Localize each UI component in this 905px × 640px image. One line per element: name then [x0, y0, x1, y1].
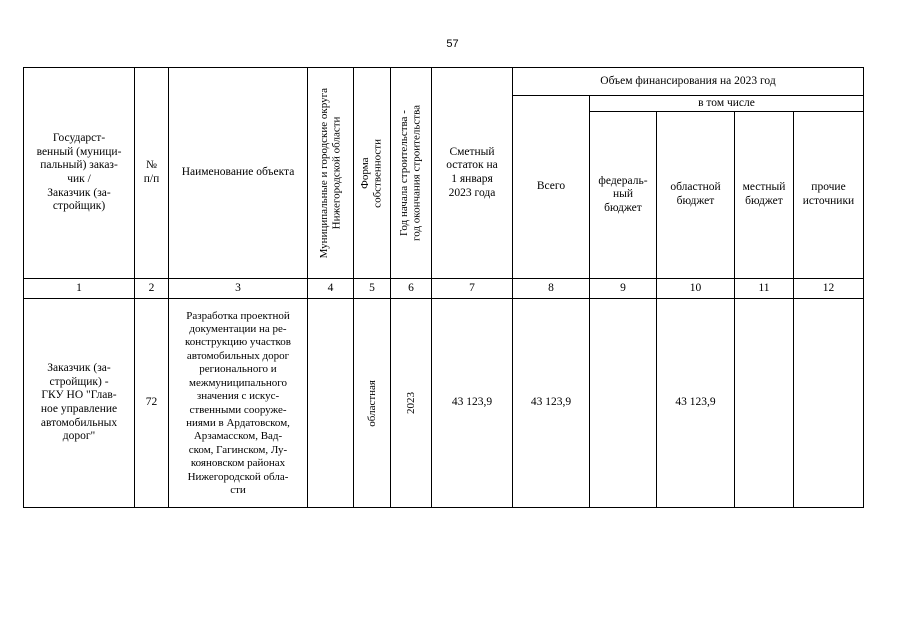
header-federal — [590, 112, 657, 279]
header-number — [135, 68, 169, 279]
row-federal — [590, 299, 657, 508]
table-row — [24, 299, 864, 508]
header-regional-label: областной бюджет — [670, 181, 721, 207]
row-ownership — [354, 299, 391, 508]
header-object-name — [169, 68, 308, 279]
column-number: 6 — [391, 279, 432, 299]
header-federal-label: федераль- ный бюджет — [598, 174, 648, 214]
row-object-name — [169, 299, 308, 508]
header-other — [794, 112, 864, 279]
row-regional: 43 123,9 — [657, 299, 735, 508]
header-estimated-balance — [432, 68, 513, 279]
header-funding-volume-label: Объем финансирования на 2023 год — [600, 74, 776, 87]
row-municipality — [308, 299, 354, 508]
header-funding-volume — [513, 68, 864, 96]
header-customer — [24, 68, 135, 279]
column-number: 7 — [432, 279, 513, 299]
column-number: 2 — [135, 279, 169, 299]
header-number-label: № п/п — [143, 159, 160, 185]
column-number: 10 — [657, 279, 735, 299]
column-number: 5 — [354, 279, 391, 299]
header-ownership-label: Форма собственности — [359, 138, 384, 208]
row-ownership-text: областная — [365, 379, 378, 427]
row-years-text: 2023 — [404, 392, 417, 414]
header-including-label: в том числе — [698, 96, 755, 109]
header-customer-label: Государст- венный (муници- пальный) заказ- чик / Заказчик (за- стройщик) — [36, 132, 122, 213]
row-number: 72 — [135, 299, 169, 508]
row-customer-text: Заказчик (за- стройщик) - ГКУ НО "Глав- ное управление автомобильных дорог" — [40, 362, 118, 443]
header-estimated-balance-label: Сметный остаток на 1 января 2023 года — [446, 145, 498, 199]
header-ownership — [354, 68, 391, 279]
column-number: 12 — [794, 279, 864, 299]
column-number: 3 — [169, 279, 308, 299]
header-local — [735, 112, 794, 279]
header-regional — [657, 112, 735, 279]
page-number: 57 — [446, 38, 459, 50]
header-years-label: Год начала строительства - год окончания строительства — [398, 105, 423, 241]
row-total: 43 123,9 — [513, 299, 590, 508]
funding-table — [23, 67, 864, 508]
column-number: 11 — [735, 279, 794, 299]
header-municipality — [308, 68, 354, 279]
column-number-row — [24, 279, 864, 299]
header-object-name-label: Наименование объекта — [181, 166, 295, 179]
header-years — [391, 68, 432, 279]
header-other-label: прочие источники — [802, 181, 855, 207]
row-customer — [24, 299, 135, 508]
row-estimated-balance: 43 123,9 — [432, 299, 513, 508]
row-local — [735, 299, 794, 508]
header-total-label: Всего — [536, 180, 566, 193]
header-local-label: местный бюджет — [742, 181, 786, 207]
column-number: 4 — [308, 279, 354, 299]
row-years — [391, 299, 432, 508]
header-municipality-label: Муниципальные и городские округа Нижегородской области — [317, 87, 343, 259]
column-number: 1 — [24, 279, 135, 299]
header-including — [590, 96, 864, 112]
row-other — [794, 299, 864, 508]
column-number: 8 — [513, 279, 590, 299]
header-total — [513, 96, 590, 279]
row-object-name-text: Разработка проектной документации на ре- конструкцию участков автомобильных дорог регионального и межмуниципального значения с искус- ственными сооруже- ниями в Ардатовском, Арзамасском, Вад- ском, Гагинском, Лу- кояновском районах Нижегородской обла- сти — [184, 309, 292, 496]
column-number: 9 — [590, 279, 657, 299]
